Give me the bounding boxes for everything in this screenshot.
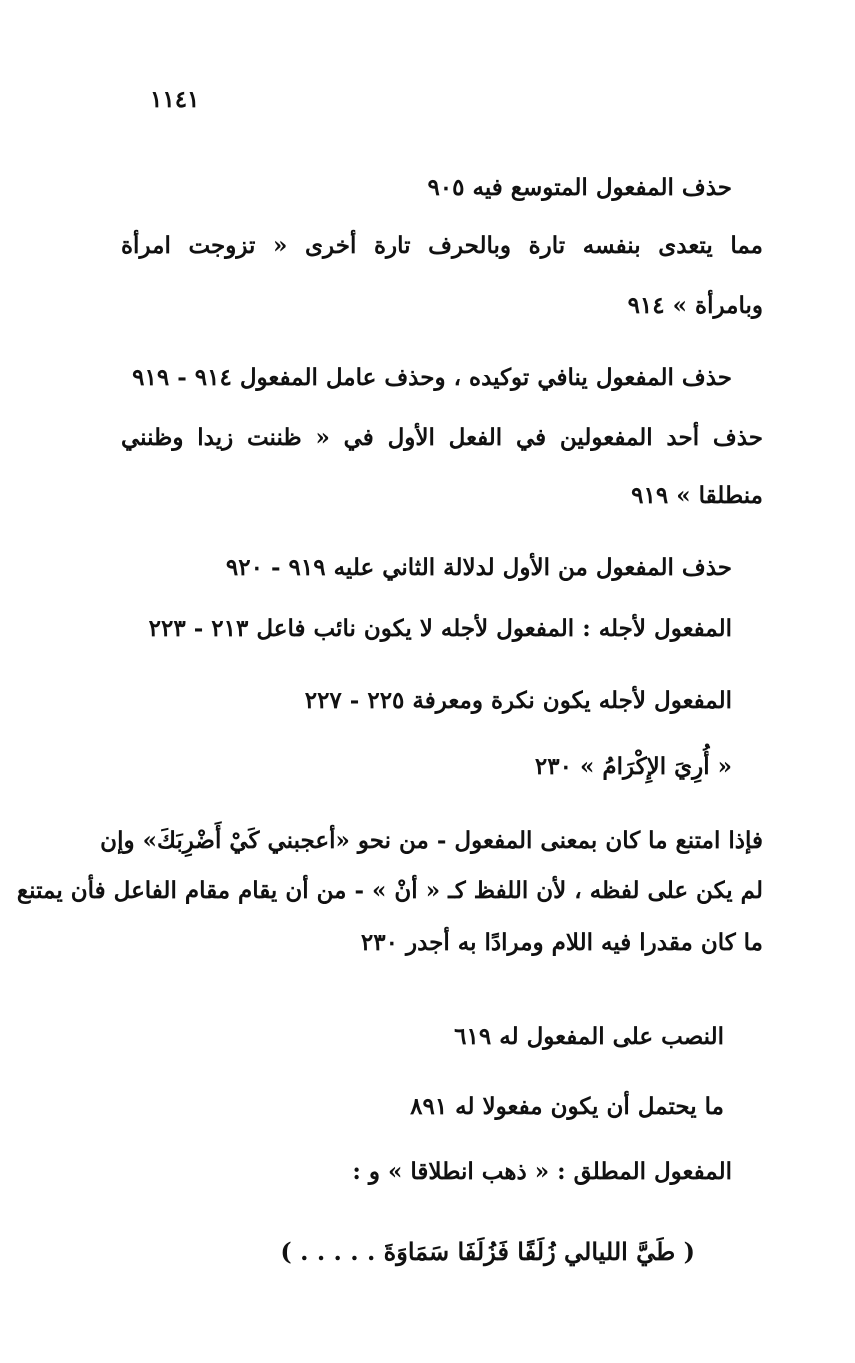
index-entry-1: حذف المفعول المتوسع فيه ٩٠٥ bbox=[427, 174, 732, 201]
index-entry-3: حذف المفعول ينافي توكيده ، وحذف عامل المفعول ٩١٤ - ٩١٩ bbox=[132, 364, 732, 391]
index-entry-9-line-1: فإذا امتنع ما كان بمعنى المفعول - من نحو «أعجبني كَيْ أَضْرِبَكَ» وإن bbox=[100, 827, 763, 854]
index-entry-9-line-3: ما كان مقدرا فيه اللام ومرادًا به أجدر ٢٣٠ bbox=[360, 929, 763, 956]
index-entry-5: حذف المفعول من الأول لدلالة الثاني عليه ٩١٩ - ٩٢٠ bbox=[225, 554, 732, 581]
index-entry-2-line-1: مما يتعدى بنفسه تارة وبالحرف تارة أخرى « تزوجت امرأة bbox=[121, 232, 763, 259]
index-entry-4-line-2: منطلقا » ٩١٩ bbox=[631, 482, 763, 509]
index-entry-8: « أُرِيَ الإِكْرَامُ » ٢٣٠ bbox=[534, 753, 732, 780]
index-entry-11: ما يحتمل أن يكون مفعولا له ٨٩١ bbox=[410, 1093, 724, 1120]
index-entry-12: المفعول المطلق : « ذهب انطلاقا » و : bbox=[352, 1158, 732, 1185]
index-entry-4-line-1: حذف أحد المفعولين في الفعل الأول في « ظننت زيدا وظنني bbox=[121, 424, 763, 451]
index-entry-9-line-2: لم يكن على لفظه ، لأن اللفظ كـ « أنْ » - من أن يقام مقام الفاعل فأن يمتنع bbox=[16, 877, 763, 904]
index-entry-2-line-2: وبامرأة » ٩١٤ bbox=[627, 292, 763, 319]
index-entry-7: المفعول لأجله يكون نكرة ومعرفة ٢٢٥ - ٢٢٧ bbox=[304, 687, 732, 714]
page-number: ١١٤١ bbox=[150, 86, 200, 113]
verse-quote: ( طَيَّ الليالي زُلَفًا فَزُلَفَا سَمَاوَةَ . . . . . ) bbox=[280, 1237, 695, 1266]
index-entry-10: النصب على المفعول له ٦١٩ bbox=[454, 1023, 724, 1050]
index-entry-6: المفعول لأجله : المفعول لأجله لا يكون نائب فاعل ٢١٣ - ٢٢٣ bbox=[148, 615, 732, 642]
